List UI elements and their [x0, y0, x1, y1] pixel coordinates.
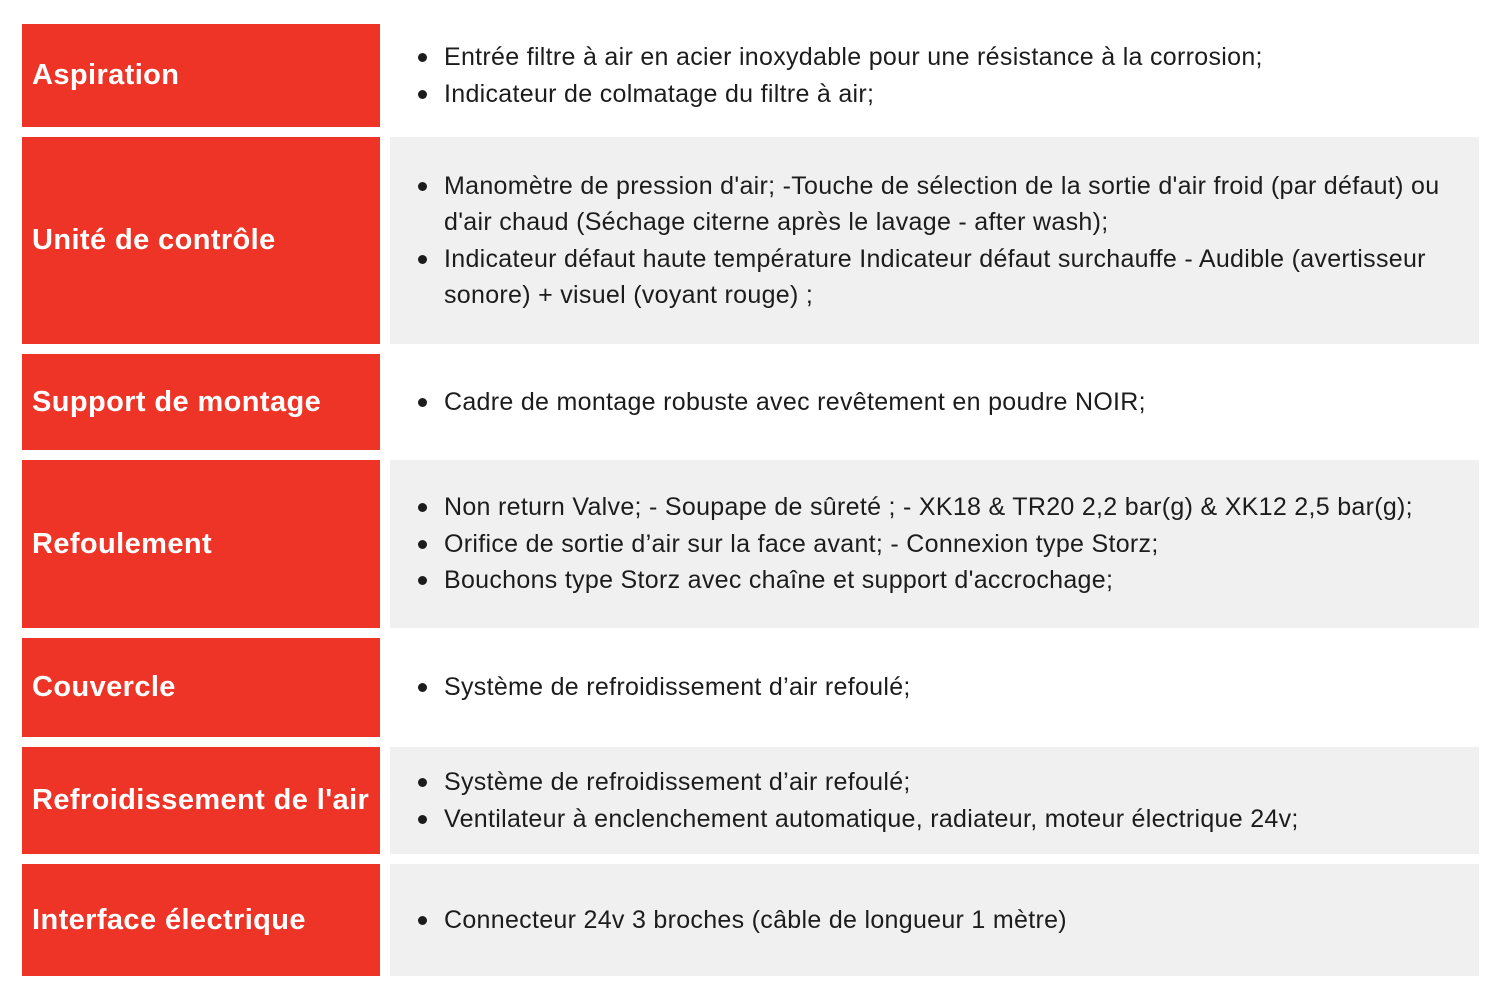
bullet-icon	[418, 778, 427, 787]
bullet-icon	[418, 503, 427, 512]
spec-row-interface-electrique	[22, 864, 1479, 976]
spec-row-aspiration	[22, 24, 1479, 127]
list-item: Indicateur de colmatage du filtre à air;	[416, 76, 1263, 113]
list-item: Connecteur 24v 3 broches (câble de longueur 1 mètre)	[416, 902, 1067, 939]
list-item: Non return Valve; - Soupape de sûreté ; - XK18 & TR20 2,2 bar(g) & XK12 2,5 bar(g);	[416, 489, 1413, 526]
list-item: Entrée filtre à air en acier inoxydable pour une résistance à la corrosion;	[416, 39, 1263, 76]
bullet-icon	[418, 683, 427, 692]
row-content	[390, 24, 1479, 127]
row-label: Refroidissement de l'air	[22, 747, 380, 854]
list-item: Ventilateur à enclenchement automatique, radiateur, moteur électrique 24v;	[416, 801, 1299, 838]
spec-row-refoulement	[22, 460, 1479, 628]
bullet-icon	[418, 90, 427, 99]
row-content	[390, 747, 1479, 854]
bullet-list	[416, 168, 1455, 314]
list-item: Indicateur défaut haute température Indicateur défaut surchauffe - Audible (avertisseur sonore) + visuel (voyant rouge) ;	[416, 241, 1455, 314]
row-content	[390, 638, 1479, 737]
row-label: Couvercle	[22, 638, 380, 737]
row-content	[390, 864, 1479, 976]
bullet-icon	[418, 255, 427, 264]
bullet-icon	[418, 576, 427, 585]
list-item: Cadre de montage robuste avec revêtement en poudre NOIR;	[416, 384, 1146, 421]
bullet-icon	[418, 815, 427, 824]
spec-row-refroidissement-de-l-air	[22, 747, 1479, 854]
list-item: Orifice de sortie d’air sur la face avant; - Connexion type Storz;	[416, 526, 1413, 563]
row-label: Aspiration	[22, 24, 380, 127]
bullet-icon	[418, 53, 427, 62]
bullet-list	[416, 39, 1263, 112]
row-content	[390, 354, 1479, 450]
bullet-list	[416, 669, 911, 706]
row-content	[390, 137, 1479, 344]
list-item: Bouchons type Storz avec chaîne et support d'accrochage;	[416, 562, 1413, 599]
bullet-list	[416, 902, 1067, 939]
row-content	[390, 460, 1479, 628]
spec-row-couvercle	[22, 638, 1479, 737]
bullet-list	[416, 764, 1299, 837]
row-label: Interface électrique	[22, 864, 380, 976]
row-label: Refoulement	[22, 460, 380, 628]
bullet-icon	[418, 398, 427, 407]
bullet-list	[416, 489, 1413, 599]
row-label: Unité de contrôle	[22, 137, 380, 344]
bullet-list	[416, 384, 1146, 421]
bullet-icon	[418, 540, 427, 549]
row-label: Support de montage	[22, 354, 380, 450]
bullet-icon	[418, 182, 427, 191]
list-item: Système de refroidissement d’air refoulé;	[416, 669, 911, 706]
spec-row-unite-de-controle	[22, 137, 1479, 344]
bullet-icon	[418, 916, 427, 925]
spec-row-support-de-montage	[22, 354, 1479, 450]
list-item: Manomètre de pression d'air; -Touche de sélection de la sortie d'air froid (par défaut) ou d'air chaud (Séchage citerne après le lavage - after wash);	[416, 168, 1455, 241]
list-item: Système de refroidissement d’air refoulé;	[416, 764, 1299, 801]
